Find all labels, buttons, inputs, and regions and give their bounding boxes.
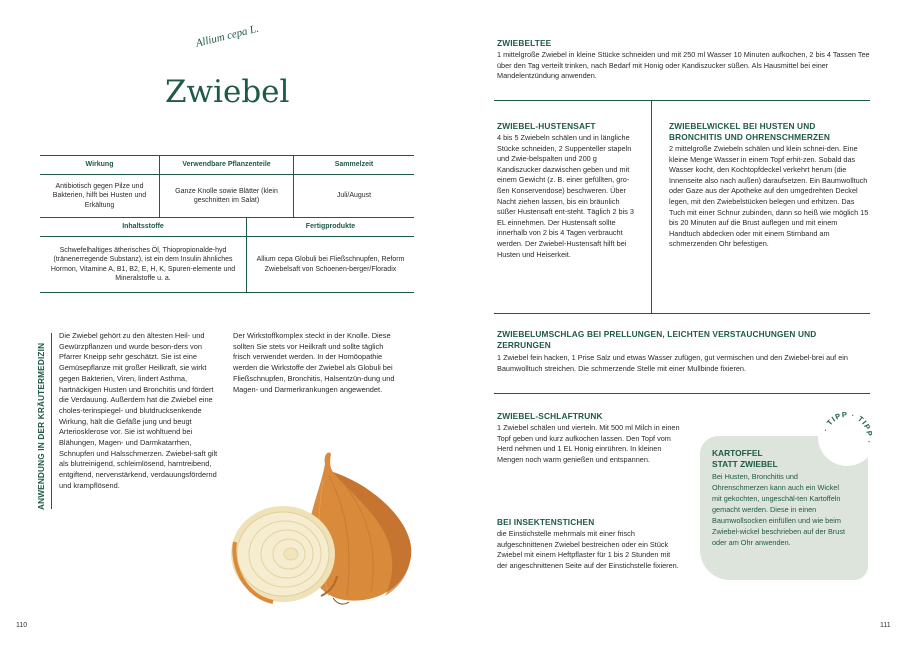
table-cell-wirkung: Antibiotisch gegen Pilze und Bakterien, hilft bei Husten und Erkältung [40,175,160,217]
tip-heading-line1: KARTOFFEL [712,448,763,458]
hustensaft-heading: ZWIEBEL-HUSTENSAFT [497,121,596,131]
intro-column-2: Der Wirkstoffkomplex steckt in der Knolle. Diese sollten Sie stets vor Heilkraft und sollte täglich frisch verwendet werden. In der Homöopathie werden die Wirkstoffe der Zwiebel als Globuli bei Fließschnupfen, Bronchitis, Halsentzün-dung und Magen- und Darmerkrankungen angewendet. [233,331,395,394]
hustensaft-text: 4 bis 5 Zwiebeln schälen und in längliche Stücke schneiden, 2 Suppenteller stapeln und Zwie-belspalten und 200 g Kandiszucker dazwischen geben und mit einem Gewicht (z. B. einer gefüllten, gro-ßen Konservendose) beschweren. Über Nacht ziehen lassen, bis ein bräunlich süßer Hustensaft ent-steht. Täglich 2 bis 3 EL einnehmen. Der Hustensaft sollte innerhalb von 2 bis 4 Tagen verbraucht werden. Der Zwiebel-Hustensaft hilft bei Husten und Heiserkeit. [497,133,634,259]
onion-illustration [225,446,415,606]
insekten-heading: BEI INSEKTENSTICHEN [497,517,595,527]
schlaftrunk-heading: ZWIEBEL-SCHLAFTRUNK [497,411,603,421]
divider-2 [494,313,870,314]
side-heading-rule [51,333,52,509]
table-cell-pflanzenteile: Ganze Knolle sowie Blätter (klein geschnitten im Salat) [160,175,294,217]
intro-column-1: Die Zwiebel gehört zu den ältesten Heil- und Gewürzpflanzen und wurde beson-ders von Pfarrer Kneipp sehr geschätzt. Sie ist eine Gemüsepflanze mit großer Heilkraft, sie wirkt gegen Bakterien, Viren, lindert Asthma, hartnäckigen Husten und Bronchitis und fördert die Verdauung. Außerdem hat die Zwiebel eine choles-terinspiegel- und blutdrucksenkende Wirkung, hält die Gefäße jung und beugt Arteriosklerose vor. Sie ist wohltuend bei Blähungen, Magen- und Darmkatarrhen, Schnupfen und Halsschmerzen. Zwiebel-saft gilt als blutreinigend, schleimlösend, harntreibend, entgiftend, nervenstärkend, verdauungsfördernd und krampflösend. [59,331,218,490]
tip-heading-line2: STATT ZWIEBEL [712,459,778,469]
table-cell-fertigprodukte: Allium cepa Globuli bei Fließschnupfen, Reform Zwiebelsaft von Schoenen-berger/Floradix [256,256,405,273]
tee-text: 1 mittelgroße Zwiebel in kleine Stücke schneiden und mit 250 ml Wasser 10 Minuten aufkochen, 2 bis 4 Tassen Tee über den Tag verteilt trinken, nach Bedarf mit Honig oder Kandiszucker süßen. Als Hausmittel bei einer Mandelentzündung anwenden. [497,50,870,81]
table-cell-inhaltsstoffe: Schwefelhaltiges ätherisches Öl, Thiopropionalde-hyd (tränenerregende Substanz), ist ein dem Insulin ähnliches Hormon, Vitamine A, B1, B2, E, H, K, Spuren-elemente und Mineralstoffe u. a. [40,237,247,292]
wickel-heading: ZWIEBELWICKEL BEI HUSTEN UND BRONCHITIS UND OHRENSCHMERZEN [669,121,831,142]
page-number-left: 110 [16,622,28,629]
divider-3 [494,393,870,394]
page-title: Zwiebel [165,74,290,110]
column-divider [651,100,652,314]
side-heading: ANWENDUNG IN DER KRÄUTERMEDIZIN [37,342,46,510]
plant-info-table [40,155,414,293]
svg-text:· TIPP · TIPP · [821,410,874,445]
divider-1 [494,100,870,101]
tip-badge-ring [818,408,876,466]
tip-badge-text: · TIPP · TIPP · [820,409,875,446]
table-header-fertigprodukte: Fertigprodukte [247,218,414,237]
schlaftrunk-text: 1 Zwiebel schälen und vierteln. Mit 500 ml Milch in einen Topf geben und kurz aufkochen lassen. Den Topf vom Herd nehmen und 1 EL Honig einrühren. In kleinen Mengen noch warm genießen und entspannen. [497,423,680,464]
tip-badge [818,408,876,466]
table-cell-sammelzeit: Juli/August [336,192,372,200]
tip-text: Bei Husten, Bronchitis und Ohrenschmerzen kann auch ein Wickel mit gekochten, ungeschäl-ten Kartoffeln gemacht werden. Diese in einen Baumwollsocken einfüllen und wie beim Zwiebel-wickel beschrieben auf der Brust oder am Ohr anwenden. [712,472,846,547]
page-number-right: 111 [880,622,891,629]
table-header-sammelzeit: Sammelzeit [294,156,414,175]
latin-name: Allium cepa L. [194,22,261,50]
tee-heading: ZWIEBELTEE [497,38,552,48]
wickel-text: 2 mittelgroße Zwiebeln schälen und klein schnei-den. Eine kleine Menge Wasser in einem Topf erhit-zen. Sobald das Wasser kocht, den Kochtopfdeckel verkehrt herum (die Innenseite also nach außen) daraufsetzen. Ein Baumwolltuch oder Gaze aus der Apotheke auf den umgedrehten Deckel legen, mit den Zwiebelstücken belegen und erhitzen. Das Tuch mit einer Schnur zubinden, dann so heiß wie möglich 15 bis 20 Minuten auf die Brust auflegen und mit einem Handtuch abdecken oder mit einem Stirnband am schmerzenden Ohr befestigen. [669,144,869,249]
table-header-wirkung: Wirkung [40,156,160,175]
umschlag-heading: ZWIEBELUMSCHLAG BEI PRELLUNGEN, LEICHTEN VERSTAUCHUNGEN UND ZERRUNGEN [497,329,817,350]
table-header-inhaltsstoffe: Inhaltsstoffe [40,218,247,237]
umschlag-text: 1 Zwiebel fein hacken, 1 Prise Salz und etwas Wasser zufügen, gut vermischen und den Zwiebel-brei auf ein Baumwolltuch streichen. Die schmerzende Stelle mit einer Mullbinde fixieren. [497,353,848,373]
table-header-pflanzenteile: Verwendbare Pflanzenteile [160,156,294,175]
insekten-text: die Einstichstelle mehrmals mit einer frisch aufgeschnittenen Zwiebel bestreichen oder ein Stück Zwiebel mit einem Heftpflaster für 1 bis 2 Stunden mit der angeschnittenen Seite auf der Einstichstelle fixieren. [497,529,679,570]
